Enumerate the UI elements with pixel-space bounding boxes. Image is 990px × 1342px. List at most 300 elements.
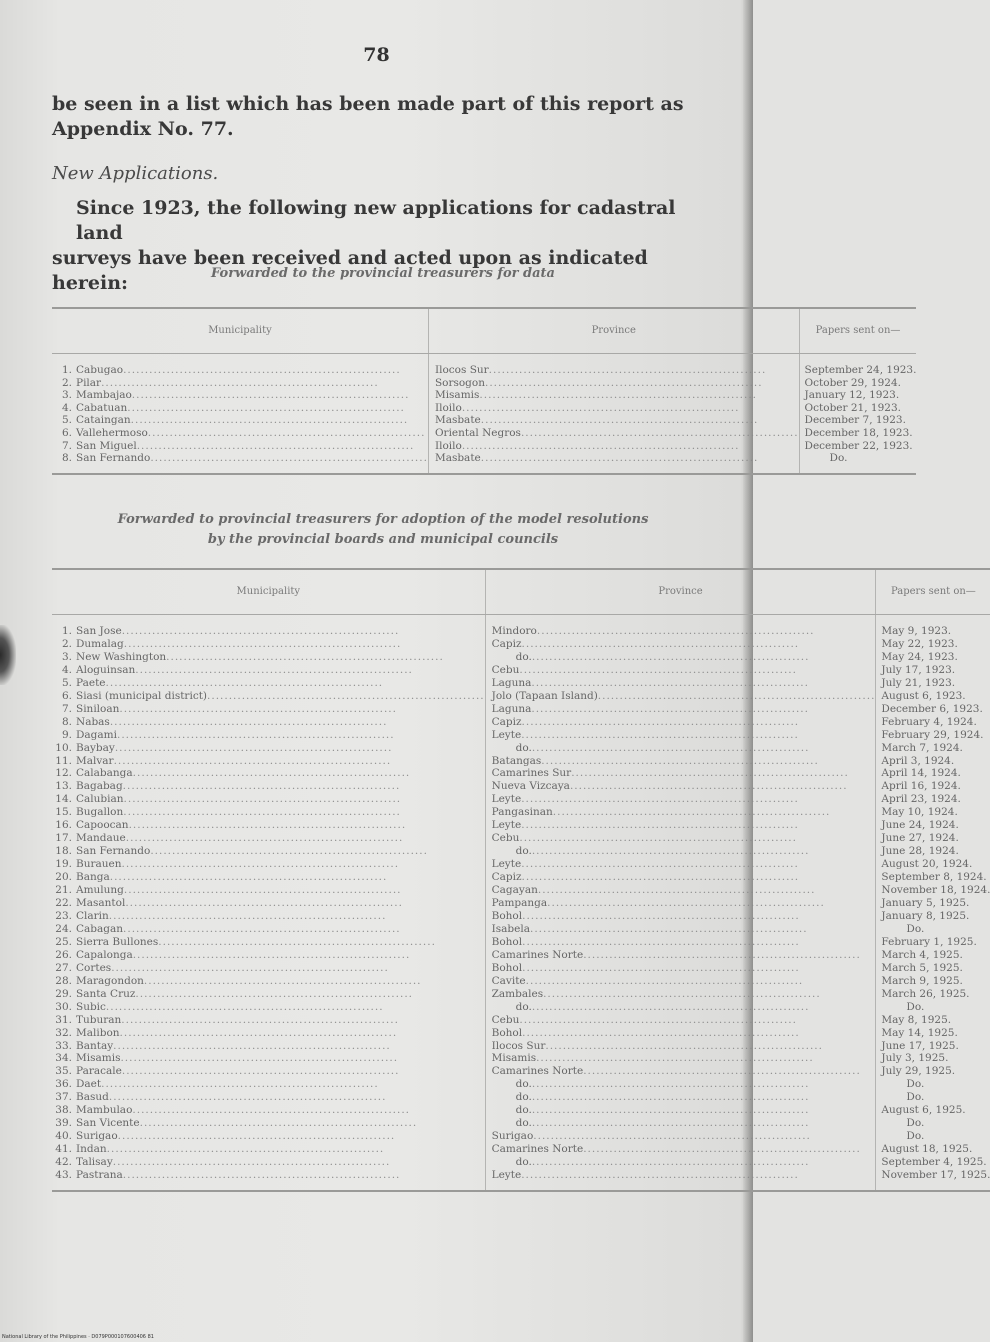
row-number: 8.: [61, 715, 72, 728]
papers-sent-date: July 17, 1923.: [876, 664, 990, 677]
papers-sent-date: January 5, 1925.: [876, 897, 990, 910]
province-name: Surigao: [491, 1130, 534, 1143]
leader-dots: ................................................................: [121, 625, 400, 637]
leader-dots: ................................................................: [525, 974, 804, 987]
municipality-cell: [52, 923, 485, 936]
table-row: [52, 871, 990, 884]
province-cell: [428, 377, 799, 390]
table-row: [52, 1001, 990, 1014]
papers-sent-date: May 14, 1925.: [876, 1027, 990, 1040]
municipality-cell: [52, 664, 485, 677]
leader-dots: ................................................................: [121, 1065, 400, 1078]
province-cell: [485, 703, 876, 716]
province-cell: [485, 1065, 876, 1078]
leader-dots: ................................................................: [166, 650, 444, 663]
province-cell: [485, 1117, 876, 1130]
municipality-name: Tuburan: [76, 1013, 122, 1026]
municipality-name: Surigao: [76, 1130, 118, 1143]
leader-dots: ................................................................: [531, 1078, 810, 1091]
table-row: [52, 651, 990, 664]
table-row: [52, 884, 990, 897]
province-cell: [485, 923, 876, 936]
municipality-cell: [52, 975, 485, 988]
province-cell: [485, 1104, 876, 1117]
papers-sent-date: January 8, 1925.: [876, 910, 990, 923]
municipality-cell: [52, 1091, 485, 1104]
table-row: [52, 414, 916, 427]
row-number: 38.: [55, 1104, 72, 1117]
row-number: 24.: [55, 922, 72, 935]
province-name: do.: [515, 741, 532, 754]
municipality-name: San Fernando: [76, 452, 151, 465]
leader-dots: ................................................................: [597, 689, 876, 702]
province-cell: [485, 819, 876, 832]
table-row: [52, 1091, 990, 1104]
leader-dots: ................................................................: [519, 1013, 797, 1026]
municipality-name: Paracale: [76, 1065, 122, 1078]
municipality-name: Mambulao: [76, 1104, 133, 1117]
row-number: 32.: [55, 1026, 72, 1039]
province-name: Cavite: [491, 974, 526, 987]
papers-sent-date: February 29, 1924.: [876, 729, 990, 742]
province-cell: [428, 414, 799, 427]
municipality-name: San Vicente: [76, 1117, 140, 1130]
leader-dots: ................................................................: [531, 1156, 810, 1169]
leader-dots: ................................................................: [143, 974, 422, 987]
leader-dots: ................................................................: [543, 987, 821, 1000]
province-name: Cagayan: [491, 884, 538, 897]
leader-dots: ................................................................: [109, 871, 388, 884]
leader-dots: ................................................................: [132, 767, 411, 780]
province-cell: [485, 806, 876, 819]
table-row: [52, 377, 916, 390]
municipality-cell: [52, 377, 428, 390]
province-name: Misamis: [491, 1052, 537, 1065]
province-name: do.: [515, 1104, 532, 1117]
leader-dots: ................................................................: [537, 884, 816, 897]
papers-sent-date: February 4, 1924.: [876, 716, 990, 729]
row-number: 14.: [55, 793, 72, 806]
table-row: [52, 975, 990, 988]
province-name: Bohol: [491, 909, 523, 922]
leader-dots: ................................................................: [119, 702, 397, 715]
leader-dots: ................................................................: [125, 832, 404, 845]
province-cell: [485, 1143, 876, 1156]
province-cell: [485, 729, 876, 742]
row-number: 25.: [55, 935, 72, 948]
province-name: Cebu: [491, 663, 520, 676]
row-number: 31.: [55, 1013, 72, 1026]
row-number: 18.: [55, 845, 72, 858]
municipality-name: Capalonga: [76, 948, 133, 961]
leader-dots: ................................................................: [113, 754, 392, 767]
papers-sent-date: March 7, 1924.: [876, 742, 990, 755]
province-cell: [485, 832, 876, 845]
leader-dots: ................................................................: [112, 1156, 391, 1169]
leader-dots: ................................................................: [150, 845, 428, 858]
municipality-cell: [52, 871, 485, 884]
leader-dots: ................................................................: [135, 987, 413, 1000]
column-header-papers-sent: Papers sent on—: [876, 569, 990, 615]
papers-sent-date: Do.: [876, 1117, 990, 1130]
section-heading: New Applications.: [52, 163, 219, 184]
papers-sent-date: March 9, 1925.: [876, 975, 990, 988]
table1-caption: Forwarded to the provincial treasurers for data: [211, 266, 555, 281]
leader-dots: ................................................................: [531, 676, 809, 689]
table-row: [52, 923, 990, 936]
province-name: Sorsogon: [434, 376, 485, 389]
scan-footer-credit: National Library of the Philippines · D079P000107600406 81: [2, 1334, 154, 1340]
leader-dots: ................................................................: [531, 650, 810, 663]
municipality-name: Sierra Bullones: [76, 935, 159, 948]
row-number: 7.: [61, 702, 72, 715]
row-number: 10.: [55, 741, 72, 754]
row-number: 1.: [61, 364, 72, 376]
province-cell: [428, 427, 799, 440]
province-cell: [485, 1091, 876, 1104]
municipality-name: Dagami: [76, 728, 117, 741]
province-cell: [428, 389, 799, 402]
papers-sent-date: December 18, 1923.: [799, 427, 916, 440]
table2-caption-line: by the provincial boards and municipal councils: [207, 532, 559, 547]
papers-sent-date: April 16, 1924.: [876, 780, 990, 793]
province-cell: [485, 690, 876, 703]
papers-sent-date: Do.: [876, 1130, 990, 1143]
municipality-name: San Jose: [76, 625, 122, 637]
leader-dots: ................................................................: [101, 376, 379, 389]
leader-dots: ................................................................: [522, 909, 800, 922]
table-row: [52, 354, 916, 377]
row-number: 20.: [55, 871, 72, 884]
column-header-province: Province: [428, 308, 799, 354]
leader-dots: ................................................................: [136, 439, 415, 452]
municipality-name: Siasi (municipal district): [76, 689, 208, 702]
papers-sent-date: March 4, 1925.: [876, 949, 990, 962]
row-number: 40.: [55, 1130, 72, 1143]
municipality-cell: [52, 962, 485, 975]
province-cell: [485, 767, 876, 780]
papers-sent-date: March 26, 1925.: [876, 988, 990, 1001]
row-number: 26.: [55, 948, 72, 961]
row-number: 22.: [55, 897, 72, 910]
leader-dots: ................................................................: [105, 1000, 384, 1013]
table-row: [52, 427, 916, 440]
province-name: Oriental Negros: [434, 426, 521, 439]
papers-sent-date: October 21, 1923.: [799, 402, 916, 415]
leader-dots: ................................................................: [545, 1039, 823, 1052]
leader-dots: ................................................................: [158, 935, 436, 948]
table-row: [52, 780, 990, 793]
table2-caption-line: Forwarded to provincial treasurers for adoption of the model resolutions: [117, 512, 649, 527]
province-cell: [428, 354, 799, 377]
leader-dots: ................................................................: [521, 715, 800, 728]
table-row: [52, 793, 990, 806]
municipality-cell: [52, 1052, 485, 1065]
municipality-name: Basud: [76, 1091, 109, 1104]
row-number: 42.: [55, 1156, 72, 1169]
province-cell: [428, 402, 799, 415]
province-cell: [485, 910, 876, 923]
leader-dots: ................................................................: [521, 819, 799, 832]
municipality-cell: [52, 832, 485, 845]
row-number: 37.: [55, 1091, 72, 1104]
papers-sent-date: June 28, 1924.: [876, 845, 990, 858]
row-number: 5.: [61, 676, 72, 689]
row-number: 3.: [61, 650, 72, 663]
province-name: Camarines Norte: [491, 1143, 584, 1156]
municipality-name: Pastrana: [76, 1169, 123, 1182]
leader-dots: ................................................................: [123, 922, 401, 935]
papers-sent-date: Do.: [799, 452, 916, 474]
papers-sent-date: December 22, 1923.: [799, 440, 916, 453]
municipality-cell: [52, 1156, 485, 1169]
municipality-name: Mandaue: [76, 832, 126, 845]
papers-sent-date: July 29, 1925.: [876, 1065, 990, 1078]
leader-dots: ................................................................: [536, 1052, 814, 1065]
row-number: 1.: [61, 625, 72, 637]
table-row: [52, 1040, 990, 1053]
province-cell: [485, 638, 876, 651]
page-number: 78: [363, 44, 390, 66]
papers-sent-date: September 8, 1924.: [876, 871, 990, 884]
table-row: [52, 962, 990, 975]
papers-sent-date: May 22, 1923.: [876, 638, 990, 651]
leader-dots: ................................................................: [479, 389, 758, 402]
leader-dots: ................................................................: [531, 741, 810, 754]
municipality-name: Talisay: [76, 1156, 113, 1169]
column-header-papers-sent: Papers sent on—: [799, 308, 916, 354]
table-row: [52, 1078, 990, 1091]
municipality-name: Cortes: [76, 961, 112, 974]
leader-dots: ................................................................: [108, 909, 387, 922]
municipality-cell: [52, 1117, 485, 1130]
province-cell: [485, 988, 876, 1001]
municipality-cell: [52, 884, 485, 897]
row-number: 30.: [55, 1000, 72, 1013]
papers-sent-date: August 18, 1925.: [876, 1143, 990, 1156]
province-cell: [485, 664, 876, 677]
papers-sent-date: January 12, 1923.: [799, 389, 916, 402]
municipality-cell: [52, 703, 485, 716]
row-number: 2.: [61, 637, 72, 650]
province-cell: [485, 755, 876, 768]
province-name: do.: [515, 845, 532, 858]
leader-dots: ................................................................: [536, 625, 815, 637]
row-number: 4.: [61, 663, 72, 676]
province-cell: [485, 1014, 876, 1027]
municipality-name: Banga: [76, 871, 110, 884]
table-forwarded-for-data: [52, 307, 916, 475]
province-name: Cebu: [491, 832, 520, 845]
leader-dots: ................................................................: [108, 1091, 387, 1104]
leader-dots: ................................................................: [552, 806, 831, 819]
municipality-name: Malibon: [76, 1026, 120, 1039]
papers-sent-date: June 17, 1925.: [876, 1040, 990, 1053]
table-row: [52, 1143, 990, 1156]
province-cell: [485, 1169, 876, 1191]
province-name: Laguna: [491, 702, 532, 715]
municipality-name: Clarin: [76, 909, 109, 922]
row-number: 23.: [55, 909, 72, 922]
table-row: [52, 1117, 990, 1130]
municipality-name: Capoocan: [76, 819, 129, 832]
municipality-name: Bagabag: [76, 780, 123, 793]
municipality-cell: [52, 1040, 485, 1053]
papers-sent-date: June 27, 1924.: [876, 832, 990, 845]
table-row: [52, 638, 990, 651]
leader-dots: ................................................................: [135, 663, 413, 676]
leader-dots: ................................................................: [122, 1169, 401, 1182]
leader-dots: ................................................................: [531, 1117, 810, 1130]
province-cell: [485, 884, 876, 897]
table-row: [52, 1169, 990, 1191]
province-name: Cebu: [491, 1013, 520, 1026]
municipality-cell: [52, 1001, 485, 1014]
leader-dots: ................................................................: [531, 1000, 810, 1013]
municipality-name: Masantol: [76, 897, 126, 910]
leader-dots: ................................................................: [120, 1052, 399, 1065]
province-name: Bohol: [491, 935, 523, 948]
province-cell: [485, 897, 876, 910]
leader-dots: ................................................................: [122, 780, 401, 793]
table-row: [52, 690, 990, 703]
table-row: [52, 440, 916, 453]
leader-dots: ................................................................: [521, 858, 799, 871]
province-name: Leyte: [491, 858, 522, 871]
row-number: 3.: [61, 389, 72, 402]
province-cell: [485, 858, 876, 871]
municipality-name: Cabatuan: [76, 401, 128, 414]
municipality-cell: [52, 858, 485, 871]
leader-dots: ................................................................: [519, 663, 797, 676]
municipality-cell: [52, 1169, 485, 1191]
municipality-name: Siniloan: [76, 702, 120, 715]
leader-dots: ................................................................: [541, 754, 819, 767]
municipality-name: Paete: [76, 676, 106, 689]
province-name: Nueva Vizcaya: [491, 780, 570, 793]
leader-dots: ................................................................: [116, 728, 395, 741]
municipality-name: Pilar: [76, 376, 102, 389]
papers-sent-date: October 29, 1924.: [799, 377, 916, 390]
leader-dots: ................................................................: [147, 426, 426, 439]
table-row: [52, 936, 990, 949]
leader-dots: ................................................................: [583, 1065, 861, 1078]
leader-dots: ................................................................: [461, 439, 740, 452]
leader-dots: ................................................................: [521, 1169, 799, 1182]
leader-dots: ................................................................: [519, 832, 797, 845]
papers-sent-date: August 20, 1924.: [876, 858, 990, 871]
table-row: [52, 1104, 990, 1117]
province-cell: [485, 780, 876, 793]
municipality-name: Bantay: [76, 1039, 114, 1052]
table-header-row: [52, 569, 990, 615]
table-row: [52, 1130, 990, 1143]
row-number: 43.: [55, 1169, 72, 1182]
leader-dots: ................................................................: [531, 845, 810, 858]
leader-dots: ................................................................: [105, 676, 384, 689]
leader-dots: ................................................................: [123, 637, 402, 650]
table-row: [52, 1156, 990, 1169]
row-number: 15.: [55, 806, 72, 819]
row-number: 2.: [61, 376, 72, 389]
leader-dots: ................................................................: [522, 935, 800, 948]
province-cell: [485, 1156, 876, 1169]
leader-dots: ................................................................: [123, 806, 401, 819]
province-name: Leyte: [491, 728, 522, 741]
papers-sent-date: December 7, 1923.: [799, 414, 916, 427]
province-name: Leyte: [491, 1169, 522, 1182]
leader-dots: ................................................................: [131, 389, 410, 402]
province-name: Masbate: [434, 414, 481, 427]
province-cell: [485, 716, 876, 729]
table-row: [52, 910, 990, 923]
municipality-cell: [52, 389, 428, 402]
body-line: Since 1923, the following new applications for cadastral land: [76, 197, 676, 244]
province-name: Bohol: [491, 1026, 523, 1039]
table-row: [52, 729, 990, 742]
province-cell: [485, 615, 876, 638]
table-row: [52, 1052, 990, 1065]
papers-sent-date: December 6, 1923.: [876, 703, 990, 716]
province-name: Bohol: [491, 961, 523, 974]
municipality-cell: [52, 793, 485, 806]
province-cell: [485, 1130, 876, 1143]
municipality-name: Misamis: [76, 1052, 121, 1065]
municipality-cell: [52, 897, 485, 910]
municipality-cell: [52, 677, 485, 690]
municipality-name: Dumalag: [76, 637, 124, 650]
row-number: 28.: [55, 974, 72, 987]
leader-dots: ................................................................: [132, 948, 411, 961]
municipality-name: Vallehermoso: [76, 426, 148, 439]
municipality-cell: [52, 716, 485, 729]
table-row: [52, 806, 990, 819]
province-name: Ilocos Sur: [491, 1039, 546, 1052]
leader-dots: ................................................................: [583, 948, 861, 961]
leader-dots: ................................................................: [119, 1026, 398, 1039]
leader-dots: ................................................................: [522, 1026, 800, 1039]
papers-sent-date: August 6, 1923.: [876, 690, 990, 703]
municipality-name: Malvar: [76, 754, 114, 767]
province-cell: [485, 871, 876, 884]
table2-caption: [52, 510, 714, 550]
leader-dots: ................................................................: [480, 414, 759, 427]
table-row: [52, 858, 990, 871]
municipality-cell: [52, 806, 485, 819]
intro-line: Appendix No. 77.: [52, 118, 234, 140]
column-header-municipality: Municipality: [52, 308, 428, 354]
province-cell: [428, 452, 799, 474]
papers-sent-date: November 18, 1924.: [876, 884, 990, 897]
row-number: 36.: [55, 1078, 72, 1091]
row-number: 33.: [55, 1039, 72, 1052]
table-row: [52, 452, 916, 474]
papers-sent-date: May 8, 1925.: [876, 1014, 990, 1027]
province-cell: [485, 949, 876, 962]
municipality-cell: [52, 1104, 485, 1117]
municipality-name: Subic: [76, 1000, 106, 1013]
leader-dots: ................................................................: [569, 780, 848, 793]
municipality-name: New Washington: [76, 650, 167, 663]
table-row: [52, 664, 990, 677]
row-number: 6.: [61, 426, 72, 439]
table-row: [52, 755, 990, 768]
municipality-cell: [52, 845, 485, 858]
leader-dots: ................................................................: [127, 401, 405, 414]
municipality-cell: [52, 755, 485, 768]
municipality-cell: [52, 780, 485, 793]
province-name: Pangasinan: [491, 806, 553, 819]
